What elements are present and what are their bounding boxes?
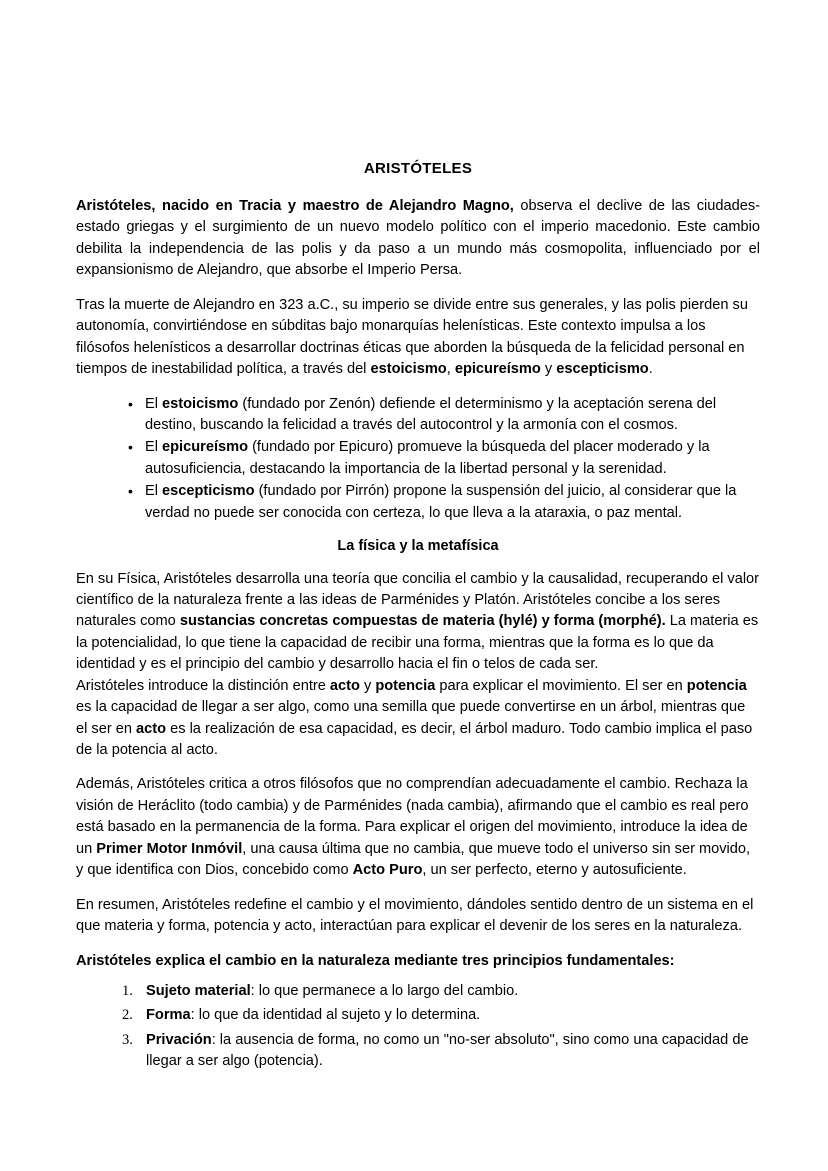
physics-part2: La materia es la potencialidad, lo que tiene la capacidad de recibir una forma, mientras que la forma es lo que da identidad y es el principio del cambio y desarrollo hacia el fin o telos de cada ser. xyxy=(76,613,759,673)
principle-name: Sujeto material xyxy=(146,982,251,999)
critique-part2: , una causa última que no cambia, que mueve todo el universo sin ser movido, y que identifica con Dios, concebido como xyxy=(76,840,751,879)
act-potency-paragraph xyxy=(76,676,760,762)
list-item xyxy=(122,981,760,1002)
act-potency-bold-acto-2: acto xyxy=(136,720,167,737)
school-name: epicureísmo xyxy=(162,439,249,456)
hellenistic-end: . xyxy=(648,361,653,378)
principle-description: : lo que permanece a lo largo del cambio. xyxy=(250,982,519,999)
principles-lead-text: Aristóteles explica el cambio en la naturaleza mediante tres principios fundamentales: xyxy=(76,952,675,969)
principle-description: : lo que da identidad al sujeto y lo determina. xyxy=(190,1007,481,1024)
hellenistic-bold-stoicism: estoicismo xyxy=(370,361,447,378)
critique-bold-pure-act: Acto Puro xyxy=(352,862,423,879)
act-potency-part5: es la realización de esa capacidad, es decir, el árbol maduro. Todo cambio implica el paso de la potencia al acto. xyxy=(76,720,753,759)
act-potency-bold-potencia-2: potencia xyxy=(686,677,747,694)
list-item xyxy=(122,1005,760,1026)
hellenistic-bold-skepticism: escepticismo xyxy=(556,361,649,378)
intro-bold-lead: Aristóteles, nacido en Tracia y maestro de Alejandro Magno, xyxy=(76,198,514,214)
school-description: (fundado por Epicuro) promueve la búsqueda del placer moderado y la autosuficiencia, destacando la importancia de la libertad personal y la serenidad. xyxy=(145,439,710,477)
physics-part1: En su Física, Aristóteles desarrolla una teoría que concilia el cambio y la causalidad, recuperando el valor científico de la naturaleza frente a las ideas de Parménides y Platón. Aristóteles concibe a los seres naturales como xyxy=(76,570,760,630)
school-name: estoicismo xyxy=(162,395,239,412)
principle-name: Forma xyxy=(146,1007,191,1024)
principle-description: : la ausencia de forma, no como un "no-ser absoluto", sino como una capacidad de llegar a ser algo (potencia). xyxy=(146,1031,749,1070)
hellenistic-sep2: y xyxy=(540,361,557,378)
act-potency-part1: Aristóteles introduce la distinción entre xyxy=(76,677,330,694)
list-item xyxy=(128,394,760,437)
list-item xyxy=(128,481,760,524)
critique-part3: , un ser perfecto, eterno y autosuficiente. xyxy=(422,862,687,879)
school-description: (fundado por Zenón) defiende el determinismo y la aceptación serena del destino, buscando la felicidad a través del autocontrol y la armonía con el cosmos. xyxy=(145,395,717,433)
critique-bold-prime-mover: Primer Motor Inmóvil xyxy=(96,840,243,857)
critique-paragraph xyxy=(76,774,760,881)
intro-paragraph xyxy=(76,196,760,282)
list-item xyxy=(122,1030,760,1073)
school-description: (fundado por Pirrón) propone la suspensión del juicio, al considerar que la verdad no puede ser conocida con certeza, lo que lleva a la ataraxia, o paz mental. xyxy=(145,483,737,521)
physics-bold-substance: sustancias concretas compuestas de materia (hylé) y forma (morphé). xyxy=(179,613,666,630)
act-potency-part2: y xyxy=(359,677,376,694)
school-prefix: El xyxy=(145,395,163,412)
section-heading-physics: La física y la metafísica xyxy=(337,538,499,555)
principle-name: Privación xyxy=(146,1031,212,1048)
intro-rest: observa el declive de las ciudades-estado griegas y el surgimiento de un nuevo modelo político con el imperio macedonio. Este cambio debilita la independencia de las polis y da paso a un mundo más cosmopolita, influenciado por el expansionismo de Alejandro, que absorbe el Imperio Persa. xyxy=(76,198,760,279)
hellenistic-paragraph xyxy=(76,295,760,381)
hellenistic-bold-epicureanism: epicureísmo xyxy=(454,361,541,378)
school-name: escepticismo xyxy=(162,483,255,500)
school-prefix: El xyxy=(145,483,163,500)
schools-list xyxy=(76,394,760,525)
act-potency-part4: es la capacidad de llegar a ser algo, como una semilla que puede convertirse en un árbol, mientras que el ser en xyxy=(76,699,746,737)
school-prefix: El xyxy=(145,439,163,456)
hellenistic-sep1: , xyxy=(446,361,455,378)
physics-paragraph xyxy=(76,569,760,676)
act-potency-part3: para explicar el movimiento. El ser en xyxy=(435,677,687,694)
list-item xyxy=(128,437,760,480)
act-potency-bold-acto-1: acto xyxy=(329,677,360,694)
critique-part1: Además, Aristóteles critica a otros filósofos que no comprendían adecuadamente el cambio. Rechaza la visión de Heráclito (todo cambia) y de Parménides (nada cambia), afirmando que el cambio es real pero está basado en la permanencia de la forma. Para explicar el origen del movimiento, introduce la idea de un xyxy=(76,776,749,857)
act-potency-bold-potencia-1: potencia xyxy=(375,677,436,694)
page-title: ARISTÓTELES xyxy=(363,160,473,177)
principles-list xyxy=(76,981,760,1073)
hellenistic-part1: Tras la muerte de Alejandro en 323 a.C., su imperio se divide entre sus generales, y las polis pierden su autonomía, convirtiéndose en súbditas bajo monarquías helenísticas. Este contexto impulsa a los filósofos helenísticos a desarrollar doctrinas éticas que aborden la búsqueda de la felicidad personal en tiempos de inestabilidad política, a través del xyxy=(76,296,748,378)
principles-lead xyxy=(76,951,760,972)
summary-paragraph: En resumen, Aristóteles redefine el cambio y el movimiento, dándoles sentido dentro de un sistema en el que materia y forma, potencia y acto, interactúan para explicar el devenir de los seres en la naturaleza. xyxy=(76,896,754,935)
